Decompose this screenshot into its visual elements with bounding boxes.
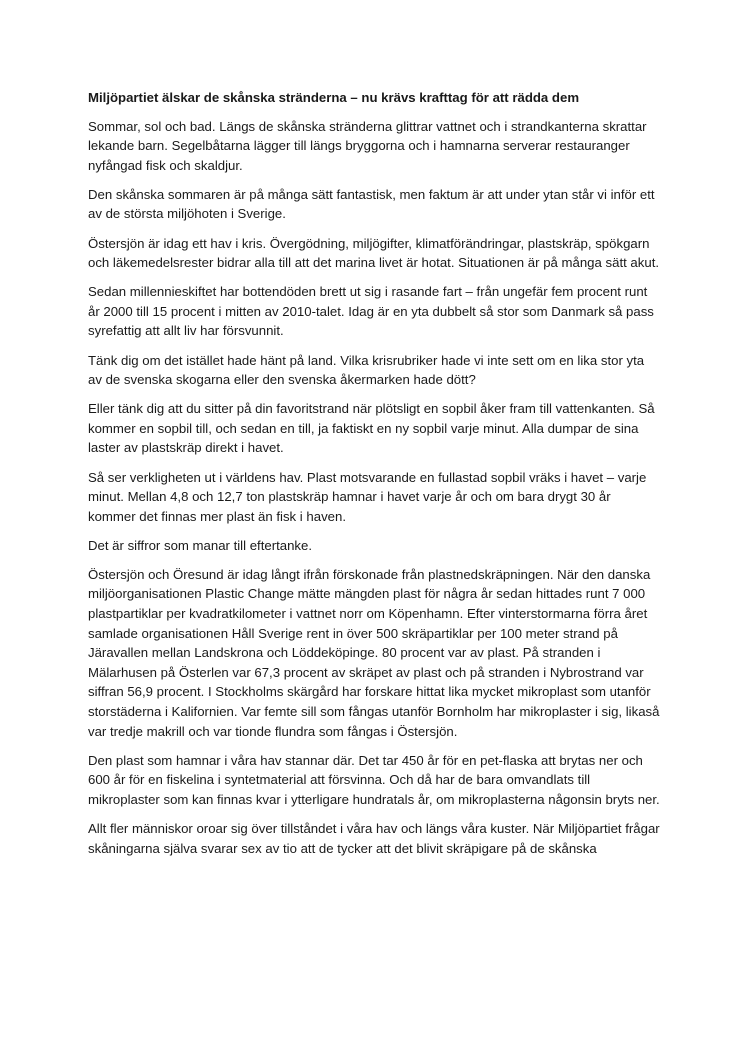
paragraph-8: Det är siffror som manar till eftertanke. <box>88 537 313 553</box>
paragraph-1: Sommar, sol och bad. Längs de skånska stränderna glittrar vattnet och i strandkanterna skrattar lekande barn. Segelbåtarna lägger till längs bryggorna och i hamnarna serverar restauranger nyfångad fisk och skaldjur. <box>88 118 647 173</box>
paragraph-3: Östersjön är idag ett hav i kris. Övergödning, miljögifter, klimatförändringar, plastskräp, spökgarn och läkemedelsrester bidrar alla till att det marina livet är hotat. Situationen är på många sätt akut. <box>88 235 660 271</box>
article-title: Miljöpartiet älskar de skånska stränderna – nu krävs krafttag för att rädda dem <box>88 90 580 105</box>
paragraph-7: Så ser verkligheten ut i världens hav. Plast motsvarande en fullastad sopbil vräks i havet – varje minut. Mellan 4,8 och 12,7 ton plastskräp hamnar i havet varje år och om bara drygt 30 år kommer det finnas mer plast än fisk i haven. <box>88 469 647 524</box>
paragraph-4: Sedan millennieskiftet har bottendöden brett ut sig i rasande fart – från ungefär fem procent runt år 2000 till 15 procent i mitten av 2010-talet. Idag är en yta dubbelt så stor som Danmark så pass syrefattig att allt liv har försvunnit. <box>88 284 654 339</box>
paragraph-2: Den skånska sommaren är på många sätt fantastisk, men faktum är att under ytan står vi inför ett av de största miljöhoten i Sverige. <box>88 186 655 222</box>
paragraph-10: Den plast som hamnar i våra hav stannar där. Det tar 450 år för en pet-flaska att brytas ner och 600 år för en fiskelina i syntetmaterial att försvinna. Och då har de bara omvandlats till mikroplaster som kan finnas kvar i ytterligare hundratals år, om mikroplasterna någonsin bryts ner. <box>88 752 660 807</box>
document-page <box>88 88 660 868</box>
paragraph-11: Allt fler människor oroar sig över tillståndet i våra hav och längs våra kuster. När Miljöpartiet frågar skåningarna själva svarar sex av tio att de tycker att det blivit skräpigare på de skånska <box>88 821 660 856</box>
paragraph-5: Tänk dig om det istället hade hänt på land. Vilka krisrubriker hade vi inte sett om en lika stor yta av de svenska skogarna eller den svenska åkermarken hade dött? <box>88 352 645 388</box>
paragraph-6: Eller tänk dig att du sitter på din favoritstrand när plötsligt en sopbil åker fram till vattenkanten. Så kommer en sopbil till, och sedan en till, ja faktiskt en ny sopbil varje minut. Alla dumpar de sina laster av plastskräp direkt i havet. <box>88 401 655 456</box>
paragraph-9: Östersjön och Öresund är idag långt ifrån förskonade från plastnedskräpningen. När den danska miljöorganisationen Plastic Change mätte mängden plast för några år sedan hittades runt 7 000 plastpartiklar per kvadratkilometer i vattnet norr om Köpenhamn. Efter vinterstormarna förra året samlade organisationen Håll Sverige rent in över 500 skräpartiklar per 100 meter strand på Järavallen mellan Landskrona och Löddeköpinge. 80 procent var av plast. På stranden i Mälarhusen på Österlen var 67,3 procent av skräpet av plast och på stranden i Nybrostrand var siffran 56,9 procent. I Stockholms skärgård har forskare hittat lika mycket mikroplast som utanför storstäderna i Kalifornien. Var femte sill som fångas utanför Bornholm har mikroplaster i sig, likaså var tredje makrill och var tionde flundra som fångas i Östersjön. <box>88 566 660 739</box>
